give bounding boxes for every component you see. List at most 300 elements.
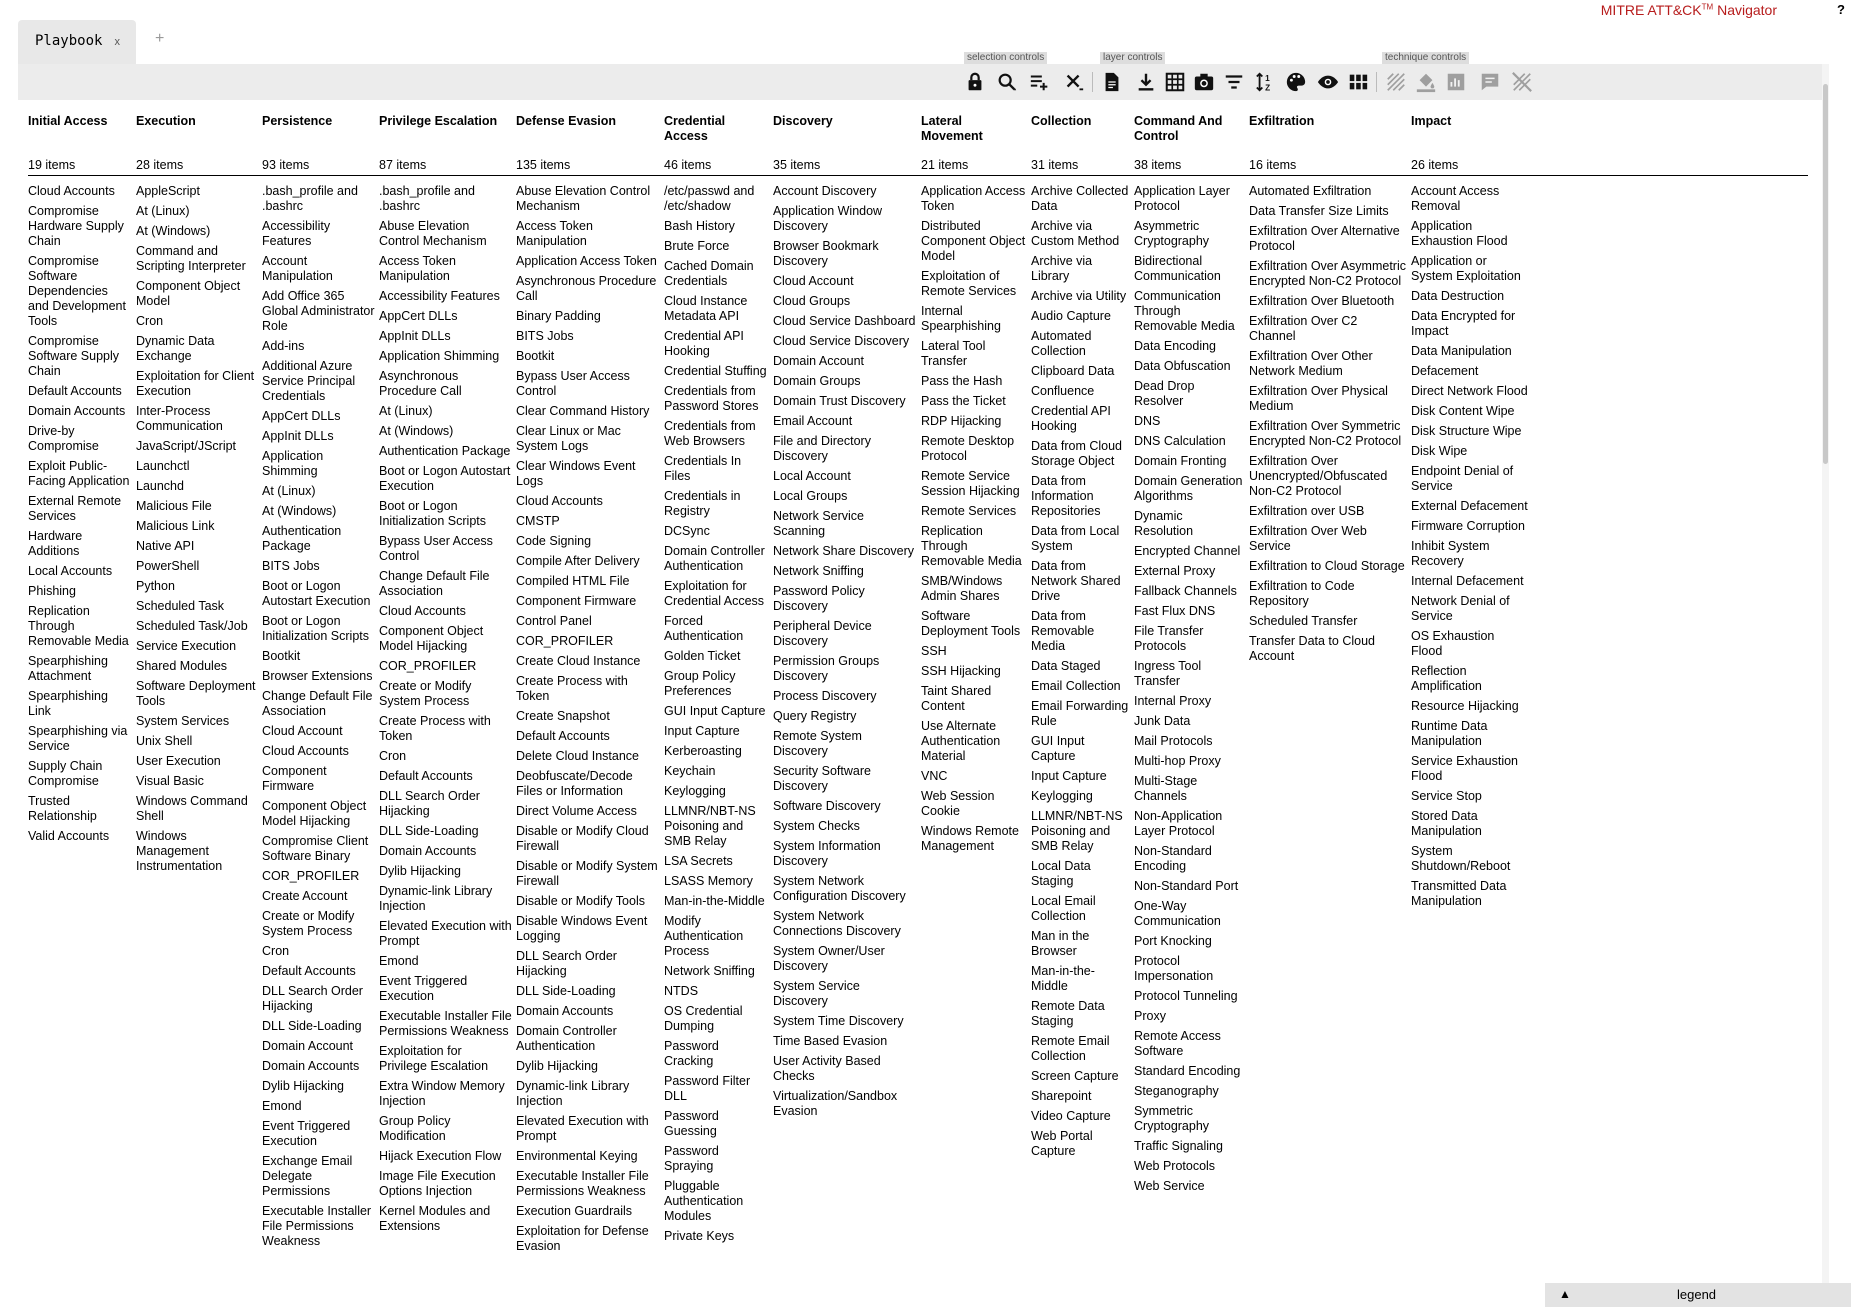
technique-cell[interactable]: Inhibit System Recovery	[1411, 539, 1490, 568]
technique-cell[interactable]: System Information Discovery	[773, 839, 881, 868]
technique-cell[interactable]: Multi-Stage Channels	[1134, 774, 1198, 803]
tab-close-button[interactable]: x	[114, 36, 120, 48]
technique-cell[interactable]: CMSTP	[516, 514, 560, 528]
technique-cell[interactable]: Archive via Library	[1031, 254, 1093, 283]
technique-cell[interactable]: User Execution	[136, 754, 221, 768]
comment-icon[interactable]	[1476, 70, 1504, 94]
tactic-name[interactable]: Command And Control	[1134, 114, 1223, 143]
technique-cell[interactable]: Environmental Keying	[516, 1149, 638, 1163]
technique-cell[interactable]: Data from Local System	[1031, 524, 1120, 553]
technique-cell[interactable]: System Service Discovery	[773, 979, 860, 1008]
technique-cell[interactable]: Data Obfuscation	[1134, 359, 1231, 373]
technique-cell[interactable]: Remote Desktop Protocol	[921, 434, 1015, 463]
technique-cell[interactable]: Application Layer Protocol	[1134, 184, 1230, 213]
technique-cell[interactable]: Create or Modify System Process	[262, 909, 355, 938]
search-icon[interactable]	[993, 70, 1021, 94]
tactic-name[interactable]: Initial Access	[28, 114, 108, 128]
tactic-name[interactable]: Discovery	[773, 114, 833, 128]
technique-cell[interactable]: Man in the Browser	[1031, 929, 1090, 958]
technique-cell[interactable]: Ingress Tool Transfer	[1134, 659, 1202, 688]
technique-cell[interactable]: AppInit DLLs	[262, 429, 334, 443]
technique-cell[interactable]: System Network Configuration Discovery	[773, 874, 906, 903]
technique-cell[interactable]: System Shutdown/Reboot	[1411, 844, 1511, 873]
technique-cell[interactable]: Pass the Ticket	[921, 394, 1006, 408]
technique-cell[interactable]: Spearphishing via Service	[28, 724, 128, 753]
technique-cell[interactable]: Dylib Hijacking	[262, 1079, 344, 1093]
technique-cell[interactable]: Accessibility Features	[262, 219, 331, 248]
technique-cell[interactable]: Domain Accounts	[379, 844, 477, 858]
technique-cell[interactable]: Fast Flux DNS	[1134, 604, 1216, 618]
technique-cell[interactable]: Cached Domain Credentials	[664, 259, 754, 288]
technique-cell[interactable]: GUI Input Capture	[1031, 734, 1085, 763]
tactic-name[interactable]: Defense Evasion	[516, 114, 617, 128]
technique-cell[interactable]: Extra Window Memory Injection	[379, 1079, 505, 1108]
technique-cell[interactable]: Windows Remote Management	[921, 824, 1019, 853]
technique-cell[interactable]: Abuse Elevation Control Mechanism	[379, 219, 487, 248]
technique-cell[interactable]: Compromise Software Dependencies and Development Tools	[28, 254, 126, 328]
technique-cell[interactable]: Exploitation for Credential Access	[664, 579, 765, 608]
technique-cell[interactable]: File and Directory Discovery	[773, 434, 871, 463]
technique-cell[interactable]: Valid Accounts	[28, 829, 110, 843]
technique-cell[interactable]: Application Shimming	[379, 349, 500, 363]
color-setup-icon[interactable]	[1282, 70, 1310, 94]
technique-cell[interactable]: Emond	[262, 1099, 302, 1113]
technique-cell[interactable]: Use Alternate Authentication Material	[921, 719, 1001, 763]
technique-cell[interactable]: Service Exhaustion Flood	[1411, 754, 1519, 783]
technique-cell[interactable]: Domain Controller Authentication	[664, 544, 765, 573]
technique-cell[interactable]: Email Account	[773, 414, 853, 428]
technique-cell[interactable]: Disk Structure Wipe	[1411, 424, 1522, 438]
technique-cell[interactable]: DLL Search Order Hijacking	[262, 984, 363, 1013]
technique-cell[interactable]: Credentials from Password Stores	[664, 384, 759, 413]
technique-cell[interactable]: LSASS Memory	[664, 874, 753, 888]
technique-cell[interactable]: DLL Side-Loading	[379, 824, 479, 838]
technique-cell[interactable]: Dylib Hijacking	[516, 1059, 598, 1073]
technique-cell[interactable]: AppInit DLLs	[379, 329, 451, 343]
technique-cell[interactable]: Elevated Execution with Prompt	[379, 919, 512, 948]
technique-cell[interactable]: Cloud Accounts	[516, 494, 603, 508]
technique-cell[interactable]: Query Registry	[773, 709, 857, 723]
technique-cell[interactable]: Data from Cloud Storage Object	[1031, 439, 1123, 468]
technique-cell[interactable]: Create Process with Token	[379, 714, 491, 743]
technique-cell[interactable]: Keylogging	[664, 784, 726, 798]
technique-cell[interactable]: Code Signing	[516, 534, 592, 548]
technique-cell[interactable]: Cloud Service Dashboard	[773, 314, 916, 328]
download-icon[interactable]	[1132, 70, 1160, 94]
technique-cell[interactable]: Component Object Model	[136, 279, 241, 308]
technique-cell[interactable]: Cloud Accounts	[379, 604, 466, 618]
technique-cell[interactable]: Account Access Removal	[1411, 184, 1500, 213]
technique-cell[interactable]: Domain Generation Algorithms	[1134, 474, 1243, 503]
technique-cell[interactable]: Control Panel	[516, 614, 592, 628]
technique-cell[interactable]: Direct Volume Access	[516, 804, 637, 818]
technique-cell[interactable]: .bash_profile and .bashrc	[379, 184, 475, 213]
technique-cell[interactable]: DNS Calculation	[1134, 434, 1226, 448]
disable-technique-icon[interactable]	[1382, 70, 1410, 94]
technique-cell[interactable]: Sharepoint	[1031, 1089, 1092, 1103]
technique-cell[interactable]: Port Knocking	[1134, 934, 1212, 948]
technique-cell[interactable]: Software Deployment Tools	[921, 609, 1021, 638]
technique-cell[interactable]: Domain Controller Authentication	[516, 1024, 617, 1053]
technique-cell[interactable]: Exfiltration Over Asymmetric Encrypted Non-C2 Protocol	[1249, 259, 1406, 288]
technique-cell[interactable]: Transfer Data to Cloud Account	[1249, 634, 1375, 663]
technique-cell[interactable]: Application Window Discovery	[773, 204, 883, 233]
technique-cell[interactable]: Keychain	[664, 764, 716, 778]
technique-cell[interactable]: One-Way Communication	[1134, 899, 1221, 928]
technique-cell[interactable]: Communication Through Removable Media	[1134, 289, 1235, 333]
technique-cell[interactable]: Service Execution	[136, 639, 237, 653]
technique-cell[interactable]: Default Accounts	[516, 729, 610, 743]
technique-cell[interactable]: Data from Information Repositories	[1031, 474, 1101, 518]
technique-cell[interactable]: OS Credential Dumping	[664, 1004, 743, 1033]
technique-cell[interactable]: Exfiltration Over C2 Channel	[1249, 314, 1358, 343]
technique-cell[interactable]: Replication Through Removable Media	[921, 524, 1022, 568]
technique-cell[interactable]: Visual Basic	[136, 774, 204, 788]
technique-cell[interactable]: Asynchronous Procedure Call	[379, 369, 462, 398]
technique-cell[interactable]: Executable Installer File Permissions Weakness	[262, 1204, 372, 1248]
technique-cell[interactable]: Data Encrypted for Impact	[1411, 309, 1516, 338]
technique-cell[interactable]: Man-in-the-Middle	[1031, 964, 1095, 993]
technique-cell[interactable]: JavaScript/JScript	[136, 439, 237, 453]
technique-cell[interactable]: Domain Trust Discovery	[773, 394, 906, 408]
technique-cell[interactable]: Internal Spearphishing	[921, 304, 1001, 333]
technique-cell[interactable]: Elevated Execution with Prompt	[516, 1114, 649, 1143]
technique-cell[interactable]: Delete Cloud Instance	[516, 749, 639, 763]
technique-cell[interactable]: Exfiltration Over Physical Medium	[1249, 384, 1388, 413]
technique-cell[interactable]: VNC	[921, 769, 948, 783]
technique-cell[interactable]: Network Share Discovery	[773, 544, 915, 558]
multiselect-icon[interactable]	[1026, 70, 1054, 94]
technique-cell[interactable]: NTDS	[664, 984, 699, 998]
technique-cell[interactable]: Disable or Modify System Firewall	[516, 859, 658, 888]
technique-cell[interactable]: DLL Side-Loading	[516, 984, 616, 998]
deselect-icon[interactable]	[1060, 70, 1088, 94]
technique-cell[interactable]: DCSync	[664, 524, 710, 538]
technique-cell[interactable]: Exfiltration to Code Repository	[1249, 579, 1355, 608]
technique-cell[interactable]: Application Shimming	[262, 449, 324, 478]
fill-color-icon[interactable]	[1412, 70, 1440, 94]
technique-cell[interactable]: Exfiltration Over Web Service	[1249, 524, 1367, 553]
technique-cell[interactable]: Image File Execution Options Injection	[379, 1169, 496, 1198]
technique-cell[interactable]: AppleScript	[136, 184, 200, 198]
technique-cell[interactable]: Domain Fronting	[1134, 454, 1227, 468]
tactic-name[interactable]: Impact	[1411, 114, 1452, 128]
technique-cell[interactable]: Password Cracking	[664, 1039, 719, 1068]
technique-cell[interactable]: Disable Windows Event Logging	[516, 914, 648, 943]
technique-cell[interactable]: Network Sniffing	[773, 564, 864, 578]
technique-cell[interactable]: Exfiltration Over Unencrypted/Obfuscated Non-C2 Protocol	[1249, 454, 1388, 498]
technique-cell[interactable]: Event Triggered Execution	[379, 974, 468, 1003]
technique-cell[interactable]: Unix Shell	[136, 734, 193, 748]
technique-cell[interactable]: Cron	[262, 944, 290, 958]
technique-cell[interactable]: Dynamic Data Exchange	[136, 334, 215, 363]
technique-cell[interactable]: At (Windows)	[262, 504, 337, 518]
tactic-name[interactable]: Privilege Escalation	[379, 114, 498, 128]
technique-cell[interactable]: Data from Network Shared Drive	[1031, 559, 1121, 603]
technique-cell[interactable]: Spearphishing Link	[28, 689, 108, 718]
technique-cell[interactable]: Account Manipulation	[262, 254, 333, 283]
technique-cell[interactable]: User Activity Based Checks	[773, 1054, 881, 1083]
technique-cell[interactable]: Exploitation of Remote Services	[921, 269, 1017, 298]
technique-cell[interactable]: Compromise Hardware Supply Chain	[28, 204, 124, 248]
technique-cell[interactable]: Data Manipulation	[1411, 344, 1512, 358]
technique-cell[interactable]: Archive Collected Data	[1031, 184, 1129, 213]
technique-cell[interactable]: Reflection Amplification	[1411, 664, 1482, 693]
technique-cell[interactable]: Bootkit	[516, 349, 555, 363]
technique-cell[interactable]: Additional Azure Service Principal Credentials	[262, 359, 356, 403]
technique-cell[interactable]: Boot or Logon Autostart Execution	[262, 579, 371, 608]
technique-cell[interactable]: Remote Access Software	[1134, 1029, 1221, 1058]
technique-cell[interactable]: Scheduled Transfer	[1249, 614, 1358, 628]
technique-cell[interactable]: Domain Account	[262, 1039, 354, 1053]
technique-cell[interactable]: Pass the Hash	[921, 374, 1003, 388]
technique-cell[interactable]: Software Discovery	[773, 799, 881, 813]
technique-cell[interactable]: Execution Guardrails	[516, 1204, 633, 1218]
technique-cell[interactable]: Email Collection	[1031, 679, 1121, 693]
technique-cell[interactable]: Credentials In Files	[664, 454, 742, 483]
technique-cell[interactable]: Cron	[379, 749, 407, 763]
technique-cell[interactable]: Event Triggered Execution	[262, 1119, 351, 1148]
technique-cell[interactable]: PowerShell	[136, 559, 200, 573]
technique-cell[interactable]: At (Windows)	[136, 224, 211, 238]
technique-cell[interactable]: DLL Search Order Hijacking	[379, 789, 480, 818]
technique-cell[interactable]: Create Cloud Instance	[516, 654, 641, 668]
technique-cell[interactable]: Access Token Manipulation	[516, 219, 593, 248]
tactic-name[interactable]: Exfiltration	[1249, 114, 1315, 128]
chevron-up-icon[interactable]: ▲	[1559, 1287, 1571, 1301]
technique-cell[interactable]: Input Capture	[1031, 769, 1107, 783]
technique-cell[interactable]: Exploitation for Defense Evasion	[516, 1224, 649, 1253]
technique-cell[interactable]: AppCert DLLs	[262, 409, 341, 423]
technique-cell[interactable]: Compile After Delivery	[516, 554, 640, 568]
technique-cell[interactable]: Exfiltration to Cloud Storage	[1249, 559, 1405, 573]
technique-cell[interactable]: Create Process with Token	[516, 674, 628, 703]
technique-cell[interactable]: Data Transfer Size Limits	[1249, 204, 1389, 218]
technique-cell[interactable]: Endpoint Denial of Service	[1411, 464, 1514, 493]
technique-cell[interactable]: Web Protocols	[1134, 1159, 1216, 1173]
technique-cell[interactable]: Password Guessing	[664, 1109, 719, 1138]
technique-cell[interactable]: Launchctl	[136, 459, 190, 473]
technique-cell[interactable]: Windows Command Shell	[136, 794, 248, 823]
layer-info-icon[interactable]	[1098, 70, 1126, 94]
technique-cell[interactable]: Default Accounts	[262, 964, 356, 978]
technique-cell[interactable]: Cloud Instance Metadata API	[664, 294, 748, 323]
technique-cell[interactable]: Exfiltration Over Other Network Medium	[1249, 349, 1373, 378]
technique-cell[interactable]: Access Token Manipulation	[379, 254, 456, 283]
technique-cell[interactable]: COR_PROFILER	[379, 659, 477, 673]
technique-cell[interactable]: Drive-by Compromise	[28, 424, 99, 453]
technique-cell[interactable]: Cloud Service Discovery	[773, 334, 910, 348]
technique-cell[interactable]: External Defacement	[1411, 499, 1528, 513]
technique-cell[interactable]: Junk Data	[1134, 714, 1191, 728]
technique-cell[interactable]: Dylib Hijacking	[379, 864, 461, 878]
help-button[interactable]: ?	[1837, 2, 1845, 17]
technique-cell[interactable]: Domain Groups	[773, 374, 861, 388]
scrollbar-thumb[interactable]	[1823, 84, 1828, 464]
technique-cell[interactable]: Exploitation for Client Execution	[136, 369, 255, 398]
technique-cell[interactable]: Domain Accounts	[262, 1059, 360, 1073]
render-svg-icon[interactable]	[1190, 70, 1218, 94]
technique-cell[interactable]: Malicious File	[136, 499, 212, 513]
technique-cell[interactable]: Peripheral Device Discovery	[773, 619, 872, 648]
technique-cell[interactable]: Application Exhaustion Flood	[1411, 219, 1508, 248]
technique-cell[interactable]: Command and Scripting Interpreter	[136, 244, 246, 273]
technique-cell[interactable]: Taint Shared Content	[921, 684, 992, 713]
technique-cell[interactable]: Asynchronous Procedure Call	[516, 274, 657, 303]
technique-cell[interactable]: Software Deployment Tools	[136, 679, 256, 708]
technique-cell[interactable]: BITS Jobs	[262, 559, 320, 573]
technique-cell[interactable]: Credentials in Registry	[664, 489, 741, 518]
technique-cell[interactable]: Abuse Elevation Control Mechanism	[516, 184, 651, 213]
technique-cell[interactable]: Browser Extensions	[262, 669, 373, 683]
technique-cell[interactable]: Credentials from Web Browsers	[664, 419, 756, 448]
show-hide-icon[interactable]	[1314, 70, 1342, 94]
technique-cell[interactable]: Binary Padding	[516, 309, 601, 323]
technique-cell[interactable]: Local Email Collection	[1031, 894, 1096, 923]
technique-cell[interactable]: DNS	[1134, 414, 1161, 428]
technique-cell[interactable]: Application Access Token	[921, 184, 1026, 213]
technique-cell[interactable]: At (Linux)	[379, 404, 433, 418]
technique-cell[interactable]: Dynamic-link Library Injection	[379, 884, 493, 913]
technique-cell[interactable]: Clear Windows Event Logs	[516, 459, 636, 488]
technique-cell[interactable]: Proxy	[1134, 1009, 1166, 1023]
technique-cell[interactable]: Clipboard Data	[1031, 364, 1115, 378]
technique-cell[interactable]: COR_PROFILER	[262, 869, 360, 883]
technique-cell[interactable]: Protocol Tunneling	[1134, 989, 1238, 1003]
technique-cell[interactable]: Local Data Staging	[1031, 859, 1091, 888]
technique-cell[interactable]: Browser Bookmark Discovery	[773, 239, 879, 268]
technique-cell[interactable]: Domain Accounts	[516, 1004, 614, 1018]
technique-cell[interactable]: Account Discovery	[773, 184, 877, 198]
technique-cell[interactable]: Group Policy Modification	[379, 1114, 451, 1143]
technique-cell[interactable]: Security Software Discovery	[773, 764, 871, 793]
technique-cell[interactable]: Compromise Client Software Binary	[262, 834, 369, 863]
technique-cell[interactable]: Local Groups	[773, 489, 848, 503]
technique-cell[interactable]: Compiled HTML File	[516, 574, 630, 588]
matrix-layout-icon[interactable]	[1344, 70, 1372, 94]
tactic-name[interactable]: Collection	[1031, 114, 1092, 128]
technique-cell[interactable]: Exploitation for Privilege Escalation	[379, 1044, 489, 1073]
technique-cell[interactable]: Remote System Discovery	[773, 729, 862, 758]
technique-cell[interactable]: Change Default File Association	[379, 569, 490, 598]
technique-cell[interactable]: Archive via Utility	[1031, 289, 1127, 303]
technique-cell[interactable]: RDP Hijacking	[921, 414, 1002, 428]
tactic-name[interactable]: Credential Access	[664, 114, 726, 143]
technique-cell[interactable]: Kernel Modules and Extensions	[379, 1204, 491, 1233]
technique-cell[interactable]: At (Windows)	[379, 424, 454, 438]
export-excel-icon[interactable]	[1161, 70, 1189, 94]
technique-cell[interactable]: Remote Data Staging	[1031, 999, 1105, 1028]
technique-cell[interactable]: LSA Secrets	[664, 854, 733, 868]
technique-cell[interactable]: Local Account	[773, 469, 851, 483]
technique-cell[interactable]: Password Spraying	[664, 1144, 719, 1173]
technique-cell[interactable]: Remote Email Collection	[1031, 1034, 1110, 1063]
technique-cell[interactable]: Data Staged	[1031, 659, 1101, 673]
technique-cell[interactable]: Dead Drop Resolver	[1134, 379, 1195, 408]
technique-cell[interactable]: LLMNR/NBT-NS Poisoning and SMB Relay	[1031, 809, 1123, 853]
technique-cell[interactable]: Cron	[136, 314, 164, 328]
technique-cell[interactable]: SSH Hijacking	[921, 664, 1001, 678]
technique-cell[interactable]: System Services	[136, 714, 230, 728]
technique-cell[interactable]: Kerberoasting	[664, 744, 742, 758]
technique-cell[interactable]: Network Denial of Service	[1411, 594, 1510, 623]
tab-playbook[interactable]	[18, 20, 136, 64]
technique-cell[interactable]: DLL Side-Loading	[262, 1019, 362, 1033]
technique-cell[interactable]: Domain Account	[773, 354, 865, 368]
technique-cell[interactable]: Network Service Scanning	[773, 509, 864, 538]
tactic-name[interactable]: Lateral Movement	[921, 114, 983, 143]
technique-cell[interactable]: Permission Groups Discovery	[773, 654, 880, 683]
technique-cell[interactable]: Remote Service Session Hijacking	[921, 469, 1020, 498]
technique-cell[interactable]: Input Capture	[664, 724, 740, 738]
technique-cell[interactable]: Password Filter DLL	[664, 1074, 751, 1103]
technique-cell[interactable]: Video Capture	[1031, 1109, 1111, 1123]
technique-cell[interactable]: Data Encoding	[1134, 339, 1217, 353]
technique-cell[interactable]: BITS Jobs	[516, 329, 574, 343]
technique-cell[interactable]: Remote Services	[921, 504, 1017, 518]
technique-cell[interactable]: Cloud Accounts	[28, 184, 115, 198]
technique-cell[interactable]: Firmware Corruption	[1411, 519, 1525, 533]
technique-cell[interactable]: Bypass User Access Control	[516, 369, 630, 398]
technique-cell[interactable]: Compromise Software Supply Chain	[28, 334, 120, 378]
technique-cell[interactable]: Golden Ticket	[664, 649, 741, 663]
technique-cell[interactable]: Man-in-the-Middle	[664, 894, 765, 908]
technique-cell[interactable]: Hijack Execution Flow	[379, 1149, 502, 1163]
technique-cell[interactable]: Runtime Data Manipulation	[1411, 719, 1488, 748]
technique-cell[interactable]: Default Accounts	[379, 769, 473, 783]
technique-cell[interactable]: SSH	[921, 644, 947, 658]
technique-cell[interactable]: Application or System Exploitation	[1411, 254, 1521, 283]
technique-cell[interactable]: Bidirectional Communication	[1134, 254, 1221, 283]
technique-cell[interactable]: System Network Connections Discovery	[773, 909, 901, 938]
technique-cell[interactable]: Resource Hijacking	[1411, 699, 1519, 713]
technique-cell[interactable]: Service Stop	[1411, 789, 1482, 803]
brand-title[interactable]: MITRE ATT&CK™ Navigator	[1600, 2, 1777, 18]
technique-cell[interactable]: Standard Encoding	[1134, 1064, 1241, 1078]
technique-cell[interactable]: Direct Network Flood	[1411, 384, 1528, 398]
technique-cell[interactable]: Disk Content Wipe	[1411, 404, 1515, 418]
technique-cell[interactable]: Group Policy Preferences	[664, 669, 736, 698]
technique-cell[interactable]: Create Account	[262, 889, 348, 903]
technique-cell[interactable]: Domain Accounts	[28, 404, 126, 418]
scoring-icon[interactable]	[1442, 70, 1470, 94]
technique-cell[interactable]: Steganography	[1134, 1084, 1219, 1098]
technique-cell[interactable]: Malicious Link	[136, 519, 215, 533]
technique-cell[interactable]: Shared Modules	[136, 659, 228, 673]
technique-cell[interactable]: At (Linux)	[262, 484, 316, 498]
lock-icon[interactable]	[961, 70, 989, 94]
technique-cell[interactable]: Replication Through Removable Media	[28, 604, 129, 648]
technique-cell[interactable]: Spearphishing Attachment	[28, 654, 108, 683]
technique-cell[interactable]: .bash_profile and .bashrc	[262, 184, 358, 213]
technique-cell[interactable]: Network Sniffing	[664, 964, 755, 978]
clear-annotations-icon[interactable]	[1508, 70, 1536, 94]
technique-cell[interactable]: External Proxy	[1134, 564, 1216, 578]
technique-cell[interactable]: Web Session Cookie	[921, 789, 995, 818]
technique-cell[interactable]: Confluence	[1031, 384, 1095, 398]
technique-cell[interactable]: Exfiltration over USB	[1249, 504, 1365, 518]
technique-cell[interactable]: Email Forwarding Rule	[1031, 699, 1129, 728]
technique-cell[interactable]: Lateral Tool Transfer	[921, 339, 986, 368]
technique-cell[interactable]: Non-Standard Port	[1134, 879, 1239, 893]
technique-cell[interactable]: Cloud Accounts	[262, 744, 349, 758]
technique-cell[interactable]: Screen Capture	[1031, 1069, 1119, 1083]
technique-cell[interactable]: Bash History	[664, 219, 735, 233]
technique-cell[interactable]: Disk Wipe	[1411, 444, 1468, 458]
technique-cell[interactable]: Exfiltration Over Bluetooth	[1249, 294, 1395, 308]
technique-cell[interactable]: Inter-Process Communication	[136, 404, 223, 433]
technique-cell[interactable]: Time Based Evasion	[773, 1034, 888, 1048]
